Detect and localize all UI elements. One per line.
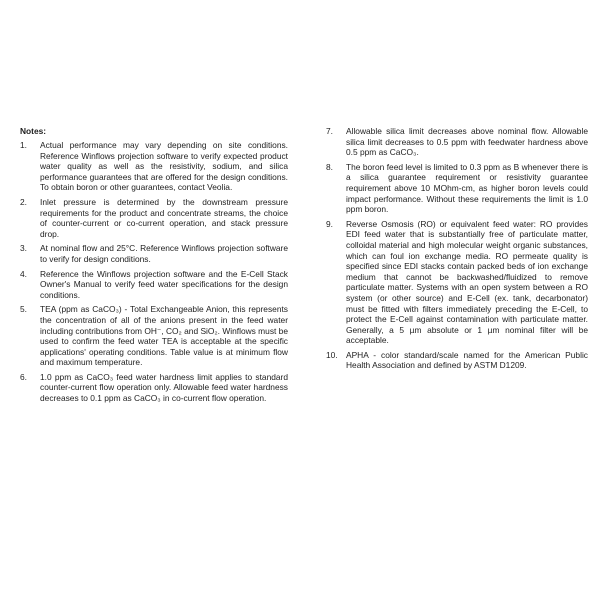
note-number: 3. [20, 243, 27, 254]
note-item [20, 304, 288, 368]
note-number: 4. [20, 268, 27, 279]
note-item [20, 197, 288, 239]
notes-heading: Notes: [20, 126, 47, 136]
notes-column-left [20, 126, 288, 408]
note-number: 8. [326, 161, 333, 172]
note-item [20, 269, 288, 301]
note-text: Inlet pressure is determined by the downstream pressure requirements for the product and concentrate streams, the choice of counter-current or co-current operation, and stack pressure drop. [40, 196, 288, 239]
note-number: 7. [326, 126, 333, 136]
note-number: 10. [326, 349, 338, 360]
note-text: The boron feed level is limited to 0.3 ppm as B whenever there is a silica guarantee requirement or resistivity guarantee requirement above 10 MOhm-cm, as higher boron levels could impact performance. Without these requirements the limit is 1.0 ppm boron. [346, 161, 588, 215]
note-text: Actual performance may vary depending on site conditions. Reference Winflows projection software to verify expected product water quality as well as the resistivity, sodium, and silica performance guarantees that are offered for the design conditions. To obtain boron or other guarantees, contact Veolia. [40, 140, 288, 193]
note-item [20, 372, 288, 404]
note-item [326, 126, 588, 158]
note-text: TEA (ppm as CaCO₃) - Total Exchangeable Anion, this represents the concentration of all of the anions present in the feed water including contributions from OH⁻, CO₂ and SiO₂. Winflows must be used to confirm the feed water TEA is acceptable at the specific applications' operating conditions. Table value is at minimum flow and maximum temperature. [40, 304, 288, 368]
note-number: 9. [326, 218, 333, 229]
note-text: Reverse Osmosis (RO) or equivalent feed water: RO provides EDI feed water that is substantially free of particulate matter, colloidal material and high molecular weight organic substances, which can foul ion exchange media. RO permeate quality is specified since EDI stacks contain packed beds of ion exchange medium that cannot be backwashed/fluidized to remove particulate matter. Systems with an open system between a RO system (or other source) and E-Cell (ex. tank, decarbonator) must be fitted with filters immediately preceding the E-Cell, to protect the E-Cell against contamination with particulate matter. Generally, a 5 µm absolute or 1 µm nominal filter will be acceptable. [346, 218, 588, 346]
note-number: 1. [20, 140, 27, 150]
note-item [326, 350, 588, 371]
note-item [20, 140, 288, 193]
notes-list-right [326, 126, 588, 371]
note-item [326, 219, 588, 346]
note-number: 2. [20, 196, 27, 207]
note-text: Reference the Winflows projection software and the E-Cell Stack Owner's Manual to verify feed water specifications for the design conditions. [40, 268, 288, 300]
notes-list-left [20, 140, 288, 404]
note-text: At nominal flow and 25°C. Reference Winflows projection software to verify for design conditions. [40, 243, 288, 264]
note-text: APHA - color standard/scale named for the American Public Health Association and defined by ASTM D1209. [346, 349, 588, 371]
note-text: Allowable silica limit decreases above nominal flow. Allowable silica limit decreases to 0.5 ppm with feedwater hardness above 0.5 ppm as CaCO₃. [346, 126, 588, 158]
note-number: 5. [20, 304, 27, 315]
note-number: 6. [20, 371, 27, 382]
notes-column-right [326, 126, 588, 375]
note-item [20, 243, 288, 264]
note-item [326, 162, 588, 215]
note-text: 1.0 ppm as CaCO₃ feed water hardness limit applies to standard counter-current flow operation only. Allowable feed water hardness decreases to 0.1 ppm as CaCO₃ in co-current flow operation. [40, 371, 288, 404]
